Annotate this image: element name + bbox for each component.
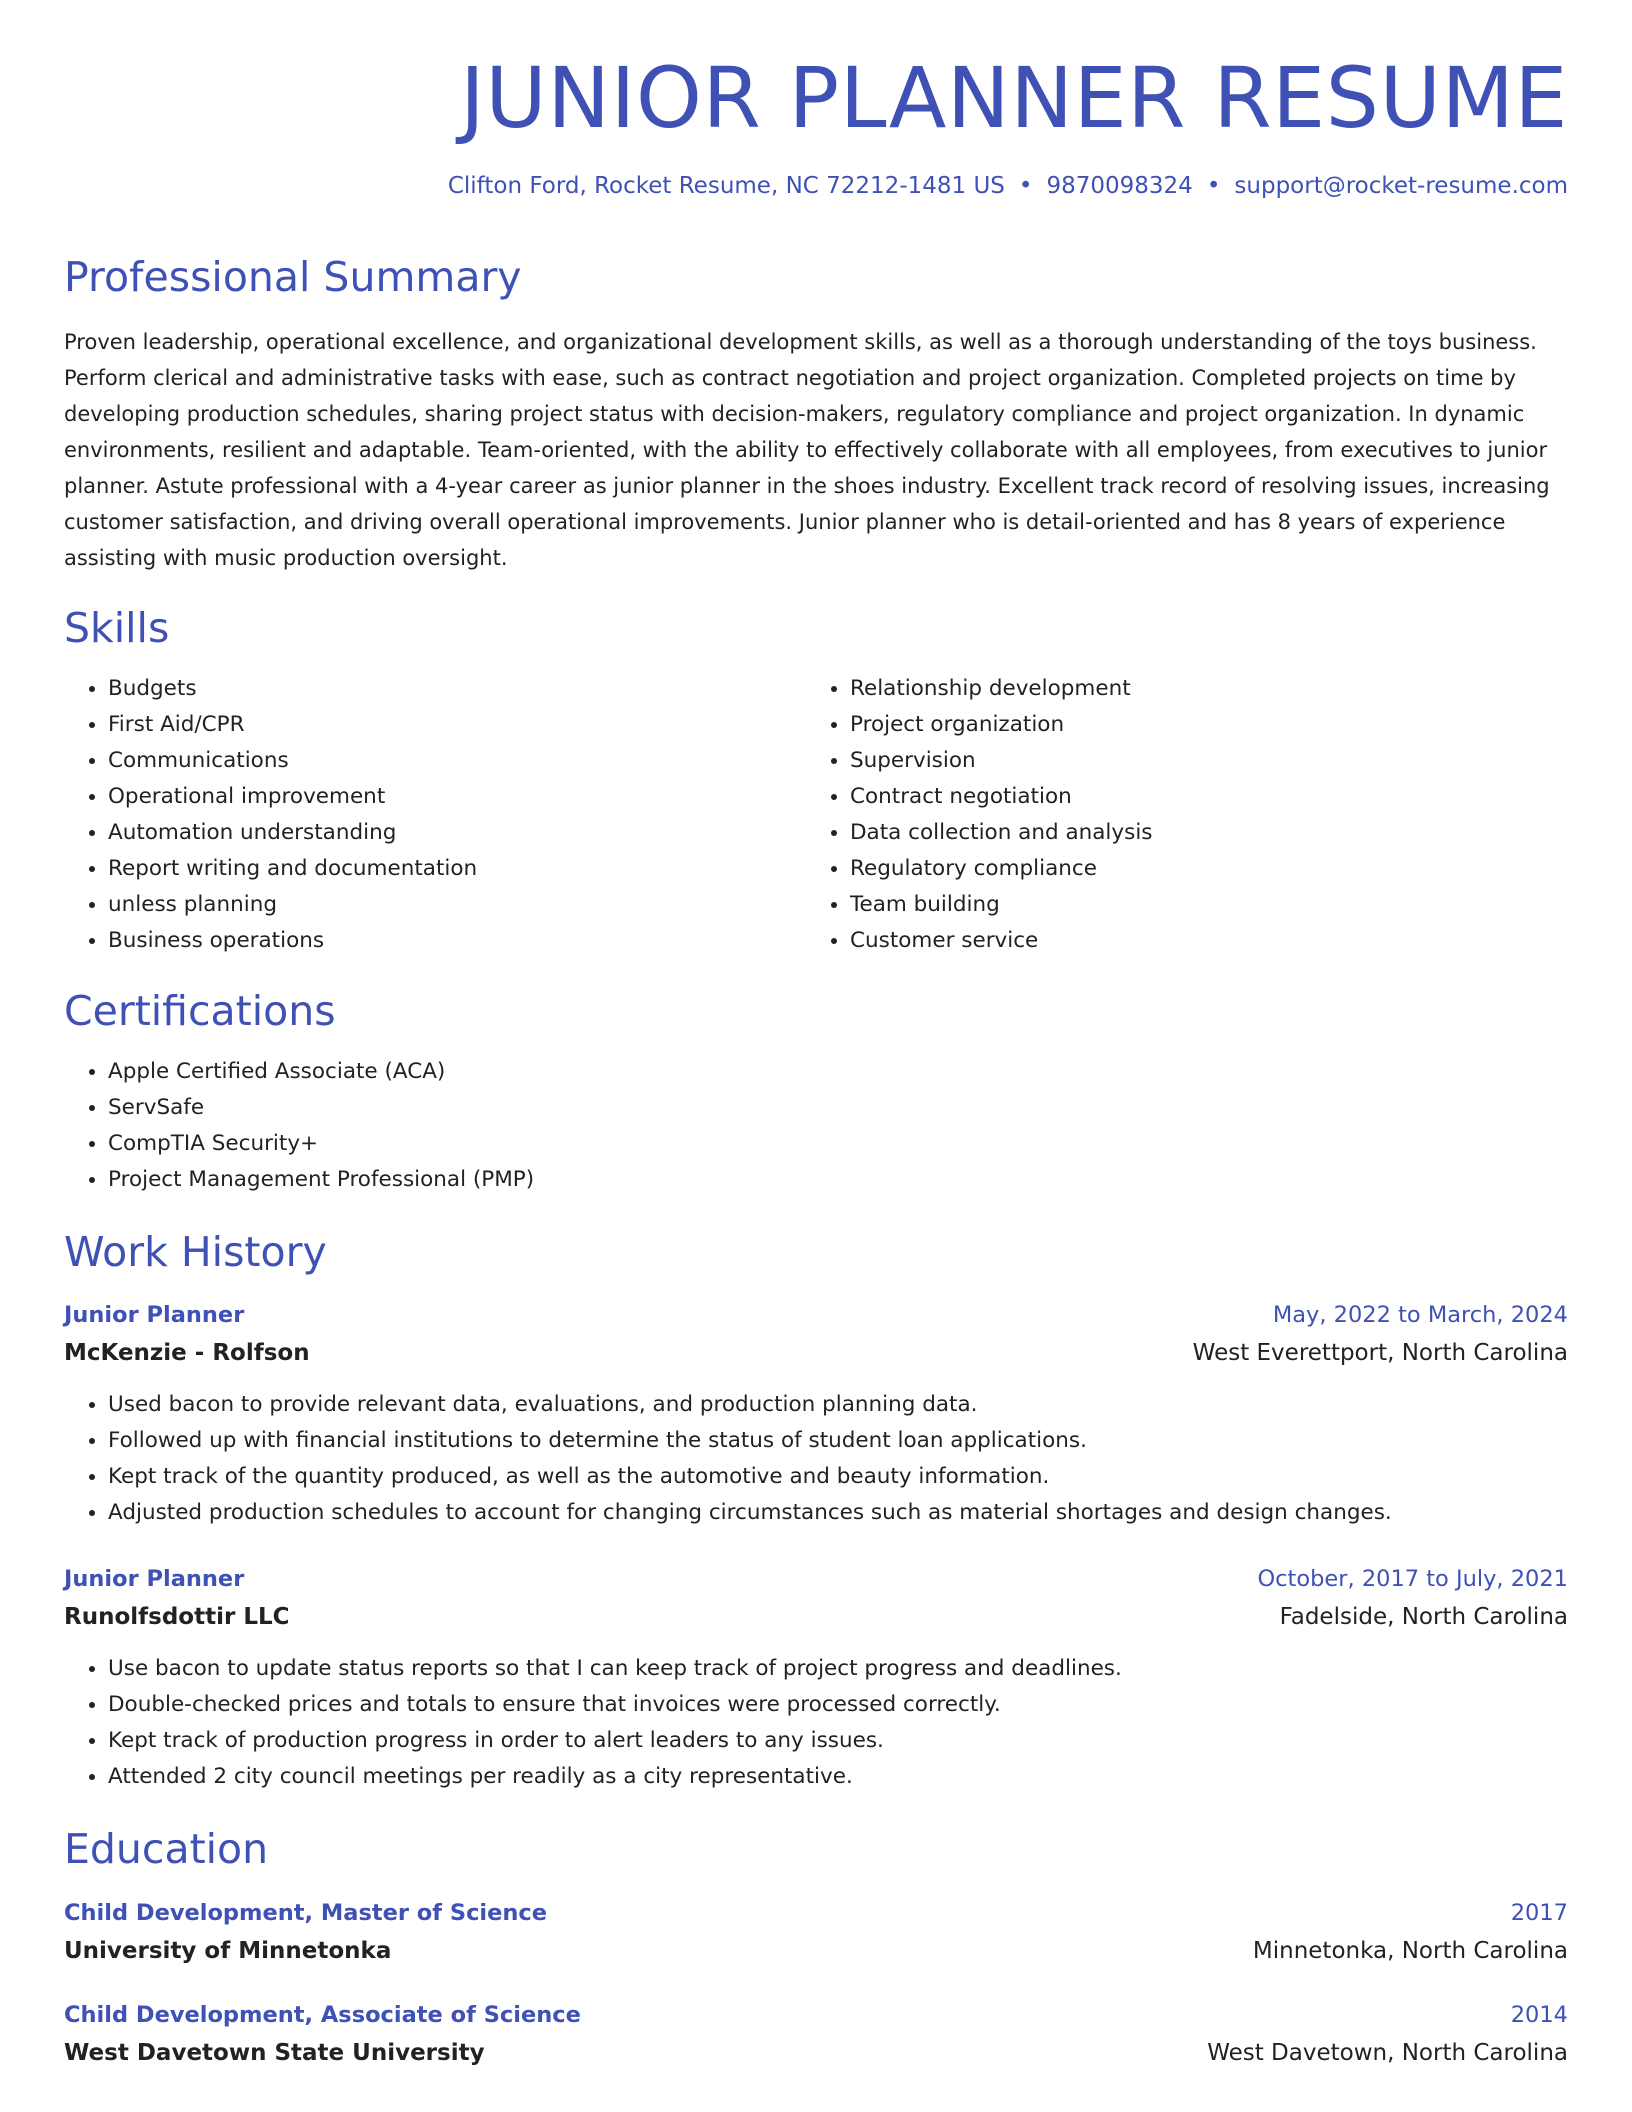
skill-item: • Contract negotiation — [850, 779, 1548, 815]
skill-item: • Project organization — [850, 707, 1548, 743]
summary-heading: Professional Summary — [64, 252, 522, 301]
job-entry — [64, 1561, 1568, 1795]
education-year: 2017 — [1510, 1899, 1568, 1926]
certification-item: • ServSafe — [108, 1090, 1568, 1126]
skill-item: • Budgets — [108, 671, 806, 707]
skill-item: • Supervision — [850, 743, 1548, 779]
education-year: 2014 — [1510, 2001, 1568, 2028]
contact-line — [64, 170, 1568, 202]
job-company: Runolfsdottir LLC — [64, 1604, 290, 1631]
certification-item: • Apple Certified Associate (ACA) — [108, 1054, 1568, 1090]
skill-item: • Business operations — [108, 923, 806, 959]
job-header-row — [64, 1561, 1568, 1597]
skill-item: • Report writing and documentation — [108, 851, 806, 887]
contact-separator: • — [1018, 173, 1033, 200]
certifications-heading: Certifications — [64, 986, 336, 1035]
education-header-row — [64, 1997, 1568, 2033]
skill-item: • Regulatory compliance — [850, 851, 1548, 887]
contact-address: Clifton Ford, Rocket Resume, NC 72212-1481 US — [447, 173, 1005, 200]
skills-grid — [64, 671, 1568, 959]
job-entry — [64, 1297, 1568, 1531]
education-degree: Child Development, Master of Science — [64, 1899, 548, 1926]
education-location: West Davetown, North Carolina — [1207, 2039, 1568, 2066]
skills-heading: Skills — [64, 603, 170, 652]
summary-text: Proven leadership, operational excellence, and organizational development skills, as well as a thorough understanding of the toys business. Perform clerical and administrative tasks with ease, such as contract negotiation and project organization. Completed projects on time by developing production schedules, sharing project status with decision-makers, regulatory compliance and project organization. In dynamic environments, resilient and adaptable. Team-oriented, with the ability to effectively collaborate with all employees, from executives to junior planner. Astute professional with a 4-year career as junior planner in the shoes industry. Excellent track record of resolving issues, increasing customer satisfaction, and driving overall operational improvements. Junior planner who is detail-oriented and has 8 years of experience assisting with music production oversight. — [64, 329, 1550, 570]
resume-title: JUNIOR PLANNER RESUME — [460, 49, 1568, 147]
job-bullet: • Double-checked prices and totals to ensure that invoices were processed correctly. — [108, 1687, 1568, 1723]
job-bullet: • Kept track of production progress in order to alert leaders to any issues. — [108, 1723, 1568, 1759]
contact-phone[interactable]: 9870098324 — [1046, 173, 1193, 200]
education-school: West Davetown State University — [64, 2039, 485, 2066]
job-bullet: • Used bacon to provide relevant data, evaluations, and production planning data. — [108, 1387, 1568, 1423]
job-company-row — [64, 1333, 1568, 1373]
skill-item: • Data collection and analysis — [850, 815, 1548, 851]
contact-email[interactable]: support@rocket-resume.com — [1234, 173, 1568, 200]
job-bullet: • Followed up with financial institutions to determine the status of student loan applications. — [108, 1423, 1568, 1459]
job-bullets — [64, 1387, 1568, 1531]
education-school-row — [64, 1931, 1568, 1971]
skill-item: • Relationship development — [850, 671, 1548, 707]
skill-item: • Team building — [850, 887, 1548, 923]
job-company-row — [64, 1597, 1568, 1637]
skill-item: • Automation understanding — [108, 815, 806, 851]
job-location: Fadelside, North Carolina — [1279, 1604, 1568, 1631]
job-bullet: • Adjusted production schedules to account for changing circumstances such as material shortages and design changes. — [108, 1495, 1568, 1531]
skill-item: • First Aid/CPR — [108, 707, 806, 743]
education-location: Minnetonka, North Carolina — [1252, 1937, 1568, 1964]
skill-item: • unless planning — [108, 887, 806, 923]
skills-section — [64, 604, 1568, 959]
certification-item: • CompTIA Security+ — [108, 1126, 1568, 1162]
education-degree: Child Development, Associate of Science — [64, 2001, 581, 2028]
certifications-list — [64, 1054, 1568, 1198]
certifications-section — [64, 987, 1568, 1198]
job-bullet: • Use bacon to update status reports so that I can keep track of project progress and deadlines. — [108, 1651, 1568, 1687]
education-school-row — [64, 2033, 1568, 2073]
job-location: West Everettport, North Carolina — [1192, 1340, 1568, 1367]
skill-item: • Communications — [108, 743, 806, 779]
skills-list-right — [806, 671, 1548, 959]
skills-list-left — [64, 671, 806, 959]
job-bullet: • Attended 2 city council meetings per readily as a city representative. — [108, 1759, 1568, 1795]
certification-item: • Project Management Professional (PMP) — [108, 1162, 1568, 1198]
education-entry — [64, 1997, 1568, 2073]
skill-item: • Operational improvement — [108, 779, 806, 815]
job-bullets — [64, 1651, 1568, 1795]
job-bullet: • Kept track of the quantity produced, as well as the automotive and beauty information. — [108, 1459, 1568, 1495]
skill-item: • Customer service — [850, 923, 1548, 959]
job-title: Junior Planner — [64, 1566, 245, 1593]
job-title: Junior Planner — [64, 1302, 245, 1329]
job-dates: October, 2017 to July, 2021 — [1257, 1566, 1568, 1593]
job-company: McKenzie - Rolfson — [64, 1340, 310, 1367]
education-section — [64, 1825, 1568, 2072]
education-heading: Education — [64, 1825, 269, 1874]
work-history-section — [64, 1228, 1568, 1795]
job-dates: May, 2022 to March, 2024 — [1272, 1302, 1568, 1329]
summary-section — [64, 253, 1568, 576]
work-history-heading: Work History — [64, 1228, 327, 1277]
education-header-row — [64, 1895, 1568, 1931]
education-school: University of Minnetonka — [64, 1937, 392, 1964]
contact-separator: • — [1206, 173, 1221, 200]
education-entry — [64, 1895, 1568, 1971]
job-header-row — [64, 1297, 1568, 1333]
